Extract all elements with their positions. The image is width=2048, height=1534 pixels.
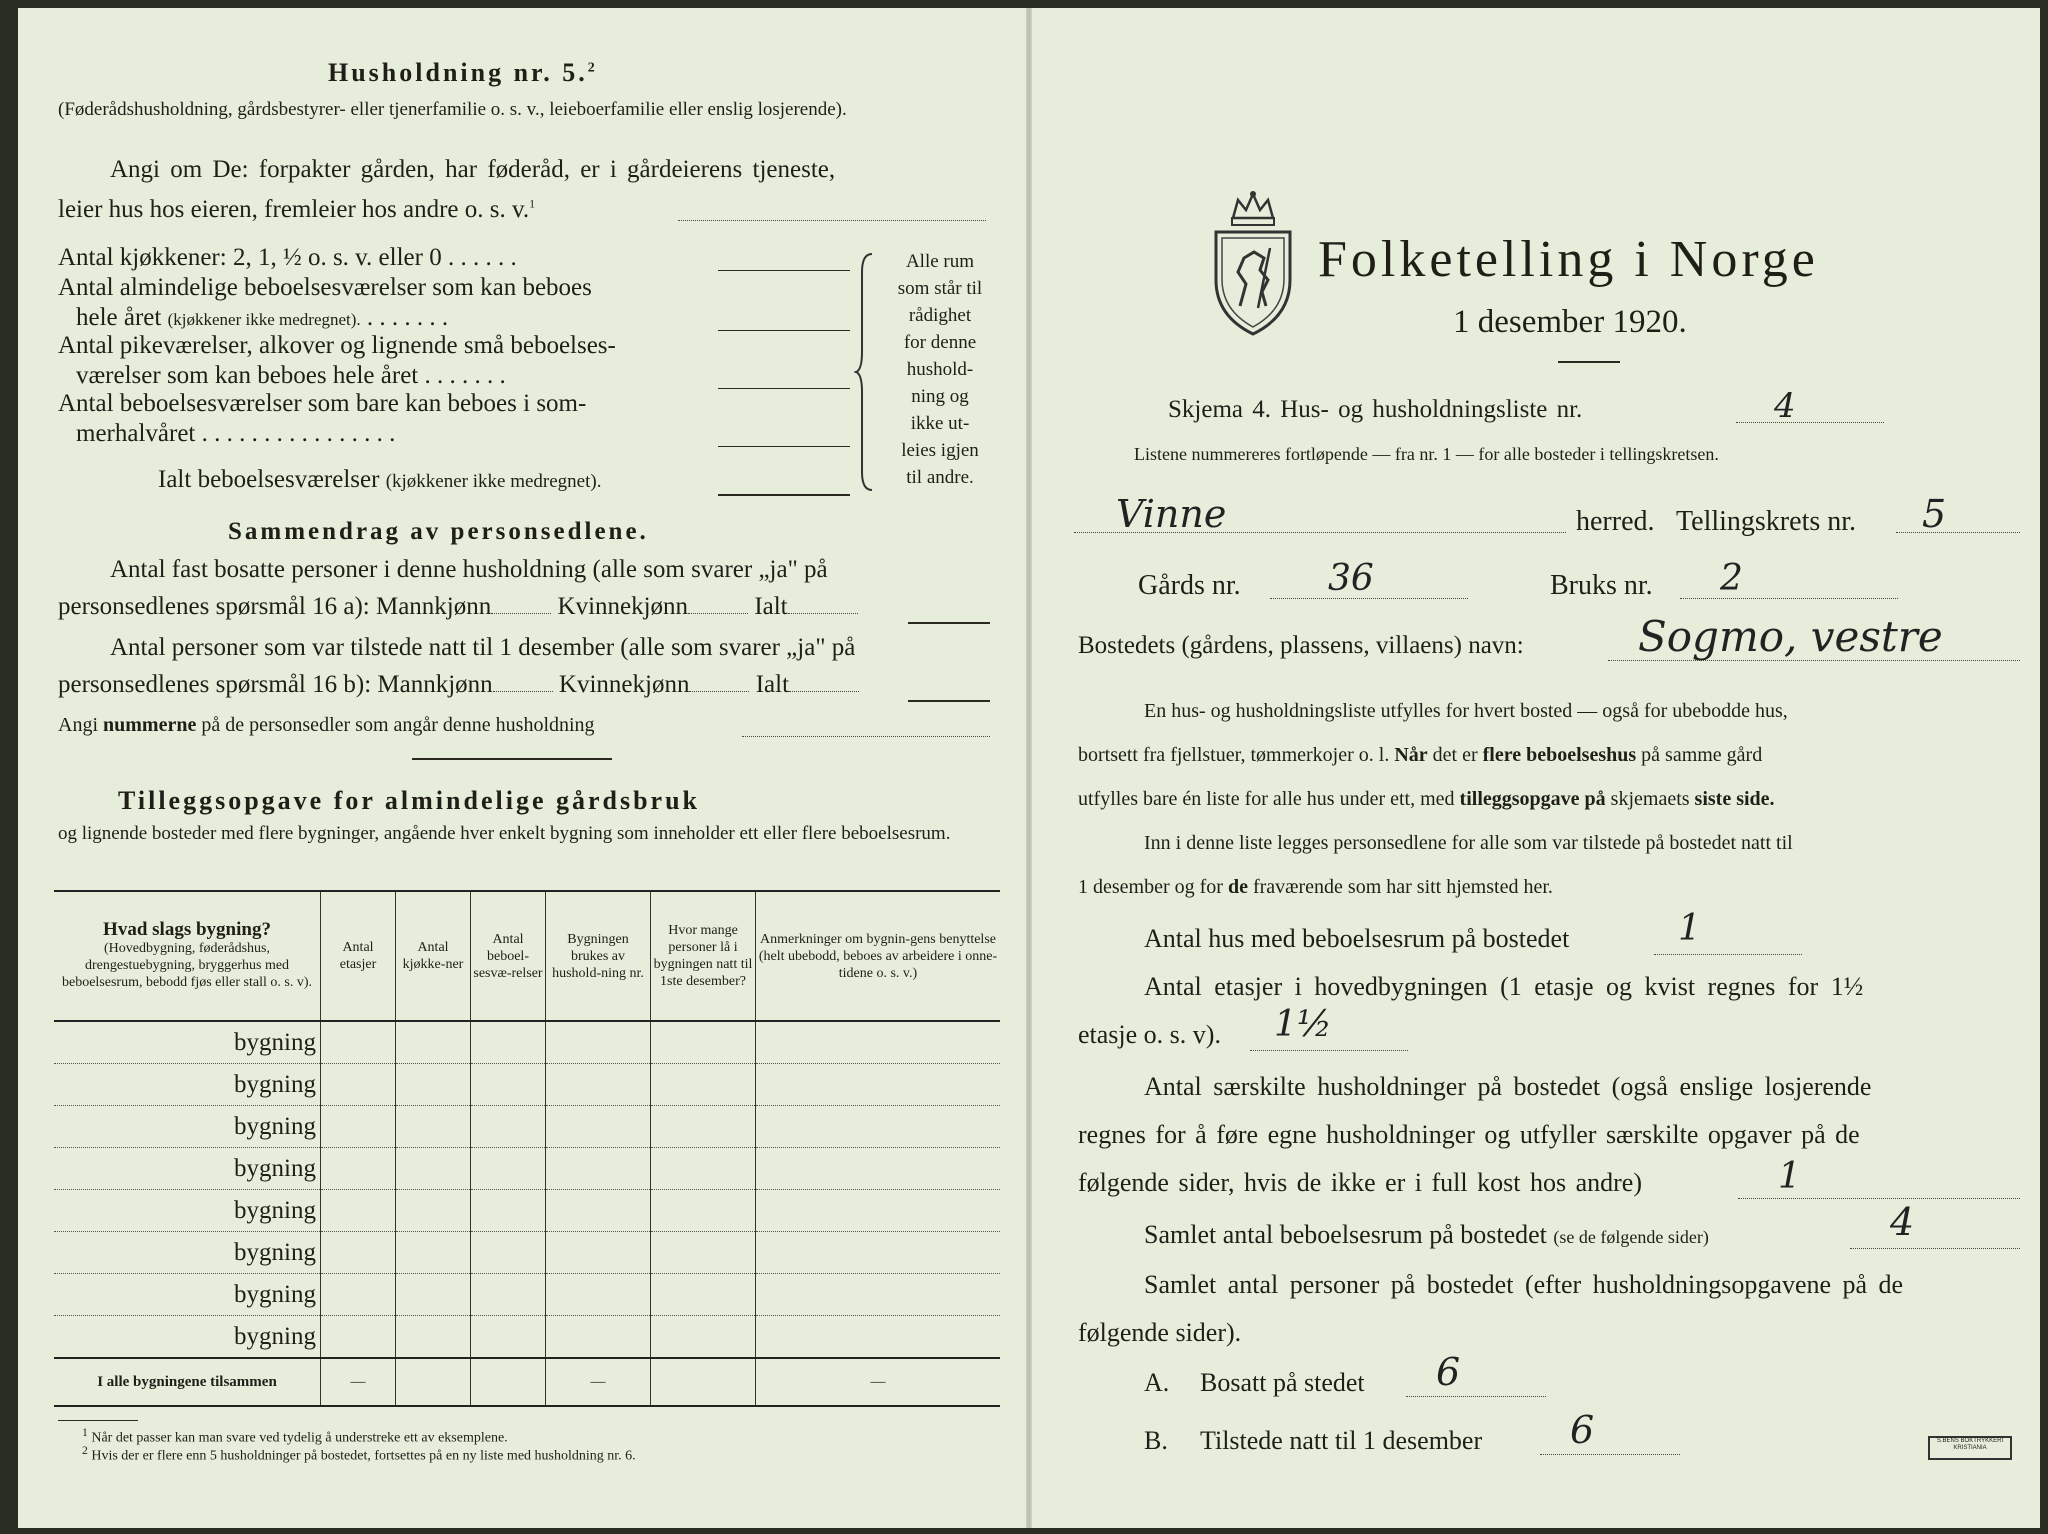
b-answer-line[interactable] [1540,1454,1680,1455]
angi-line-2: leier hus hos eieren, fremleier hos andre o. s. v.$^1$ [58,196,536,223]
kjokkener-label: Antal kjøkkener: 2, 1, ½ o. s. v. eller 0 . . . . . . [58,244,517,271]
bruks-label: Bruks nr. [1550,570,1653,601]
brace-icon [854,252,878,492]
footnote-1: $^1$ Når det passer kan man svare ved tydelig å understreke ett av eksemplene. [82,1426,508,1446]
krets-value[interactable]: 5 [1922,492,1947,536]
alm-label-1: Antal almindelige beboelsesværelser som kan beboes [58,274,592,301]
etasjer-label-2: etasje o. s. v). [1078,1020,1221,1049]
sommer-answer-line[interactable] [718,446,850,447]
bruks-value[interactable]: 2 [1720,558,1743,599]
skjema-value[interactable]: 4 [1774,386,1796,426]
table-sum-row [54,1358,1000,1406]
sum-label: I alle bygningene tilsammen [54,1358,321,1406]
sommer-label-1: Antal beboelsesværelser som bare kan beboes i som- [58,390,587,417]
ialt-rooms-answer-line[interactable] [718,494,850,496]
row-label: bygning [54,1316,321,1359]
listene-note: Listene nummereres fortløpende — fra nr. 1 — for alle bosteder i tellingskretsen. [1134,444,1719,464]
table-row[interactable] [54,1106,1000,1148]
bosted-label: Bostedets (gårdens, plassens, villaens) navn: [1078,632,1524,659]
saer-value[interactable]: 1 [1778,1156,1801,1197]
samlet-rum-answer-line[interactable] [1850,1248,2020,1249]
section-divider [412,758,612,760]
skjema-answer-line[interactable] [1736,422,1884,423]
herred-value[interactable]: Vinne [1116,492,1227,536]
table-row[interactable] [54,1232,1000,1274]
krets-label: Tellingskrets nr. [1676,506,1857,537]
para2-line2: 1 desember og for de fraværende som har sitt hjemsted her. [1078,876,1553,898]
fast-line-1: Antal fast bosatte personer i denne husholdning (alle som svarer „ja" på [110,556,828,583]
right-page [1038,8,2040,1528]
col-beboelsesvaerelser: Antal beboel-sesvæ-relser [471,891,546,1021]
table-row[interactable] [54,1148,1000,1190]
table-row[interactable] [54,1274,1000,1316]
angi-line-1: Angi om De: forpakter gården, har føderåd, er i gårdeierens tjeneste, [110,156,836,183]
printer-stamp: S.BENS BOKTRYKKERI KRISTIANIA [1928,1436,2012,1460]
tillegg-heading: Tilleggsopgave for almindelige gårdsbruk [118,786,701,815]
etasjer-value[interactable]: 1½ [1274,1004,1332,1045]
row-label: bygning [54,1148,321,1190]
a-answer-line[interactable] [1406,1396,1546,1397]
col-brukes-av: Bygningen brukes av hushold-ning nr. [546,891,651,1021]
census-title: Folketelling i Norge [1318,231,1819,288]
footnote-rule [58,1420,138,1421]
sum-dash: — [321,1358,396,1406]
title-divider [1558,361,1620,363]
ialt-rooms-label: Ialt beboelsesværelser (kjøkkener ikke medregnet). [158,466,602,493]
etasjer-label: Antal etasjer i hovedbygningen (1 etasje og kvist regnes for 1½ [1144,972,1864,1001]
hus-value[interactable]: 1 [1678,908,1701,949]
herred-label: herred. [1576,506,1655,537]
b-text: Tilstede natt til 1 desember [1200,1426,1483,1455]
census-form-sheet [18,8,2040,1528]
saer-line2: regnes for å føre egne husholdninger og utfyller særskilte opgaver på de [1078,1120,1860,1149]
table-row[interactable] [54,1316,1000,1359]
saer-line3: følgende sider, hvis de ikke er i full kost hos andre) [1078,1168,1642,1197]
row-label: bygning [54,1064,321,1106]
left-page [18,8,1018,1528]
tillegg-sub: og lignende bosteder med flere bygninger, angående hver enkelt bygning som inneholder ett eller flere beboelsesrum. [58,823,951,844]
table-row[interactable] [54,1064,1000,1106]
saer-answer-line[interactable] [1738,1198,2020,1199]
table-row[interactable] [54,1190,1000,1232]
col-personer: Hvor mange personer lå i bygningen natt til 1ste desember? [651,891,756,1021]
census-date: 1 desember 1920. [1453,304,1687,340]
skjema-label: Skjema 4. Hus- og husholdningsliste nr. [1168,396,1583,423]
nummerne-answer-line[interactable] [742,736,990,737]
samlet-pers-line1: Samlet antal personer på bostedet (efter husholdningsopgavene på de [1144,1270,1904,1299]
hus-label: Antal hus med beboelsesrum på bostedet [1144,924,1570,953]
pike-label-2: værelser som kan beboes hele året . . . . . . . [76,362,506,389]
a-label: A. [1144,1368,1170,1397]
row-label: bygning [54,1274,321,1316]
fast-line-2: personsedlenes spørsmål 16 a): Mannkjønn Kvinnekjønn Ialt [58,593,858,621]
sommer-label-2: merhalvåret . . . . . . . . . . . . . . . . [76,420,396,447]
page-fold [1026,8,1032,1528]
samlet-rum-value[interactable]: 4 [1890,1200,1915,1244]
row-label: bygning [54,1190,321,1232]
angi-answer-line[interactable] [678,220,986,221]
saer-line1: Antal særskilte husholdninger på bostedet (også enslige losjerende [1144,1072,1872,1101]
til-line-2: personsedlenes spørsmål 16 b): Mannkjønn Kvinnekjønn Ialt [58,671,859,699]
para1-line1: En hus- og husholdningsliste utfylles for hvert bosted — også for ubebodde hus, [1144,700,1788,722]
fast-ialt-underline [908,622,990,624]
b-value[interactable]: 6 [1570,1408,1595,1452]
gards-label: Gårds nr. [1138,570,1241,601]
til-ialt-underline [908,700,990,702]
para1-line2: bortsett fra fjellstuer, tømmerkojer o. l. Når det er flere beboelseshus på samme gård [1078,744,1763,766]
col-etasjer: Antal etasjer [321,891,396,1021]
sum-dash: — [756,1358,1001,1406]
gards-value[interactable]: 36 [1328,558,1374,599]
row-label: bygning [54,1021,321,1064]
etasjer-answer-line[interactable] [1250,1050,1408,1051]
household-intro: (Føderådshusholdning, gårdsbestyrer- eller tjenerfamilie o. s. v., leieboerfamilie eller enslig losjerende). [58,99,847,120]
a-text: Bosatt på stedet [1200,1368,1365,1397]
a-value[interactable]: 6 [1436,1350,1461,1394]
table-row[interactable] [54,1021,1000,1064]
b-label: B. [1144,1426,1168,1455]
footnote-2: $^2$ Hvis der er flere enn 5 husholdninger på bostedet, fortsettes på en ny liste med husholdning nr. 6. [82,1444,636,1464]
para2-line1: Inn i denne liste legges personsedlene for alle som var tilstede på bostedet natt til [1144,832,1793,854]
building-table [54,890,1000,1407]
samlet-rum-label: Samlet antal beboelsesrum på bostedet (se de følgende sider) [1144,1220,1709,1249]
household-title: Husholdning nr. 5.$^2$ [328,58,598,87]
sum-dash: — [546,1358,651,1406]
para1-line3: utfylles bare én liste for alle hus under ett, med tilleggsopgave på skjemaets siste side. [1078,788,1775,810]
hus-answer-line[interactable] [1654,954,1802,955]
pike-answer-line[interactable] [718,388,850,389]
samlet-pers-line2: følgende sider). [1078,1318,1242,1347]
krets-answer-line[interactable] [1896,532,2020,533]
alm-answer-line[interactable] [718,330,850,331]
coat-of-arms-icon [1208,188,1298,338]
bruks-answer-line[interactable] [1680,598,1898,599]
pike-label-1: Antal pikeværelser, alkover og lignende små beboelses- [58,332,616,359]
alm-label-2: hele året (kjøkkener ikke medregnet). . . . . . . . [76,304,449,331]
kjokkener-answer-line[interactable] [718,270,850,271]
row-label: bygning [54,1106,321,1148]
bosted-value[interactable]: Sogmo, vestre [1638,612,1943,661]
col-hvad: Hvad slags bygning? (Hovedbygning, føderådshus, drengestuebygning, bryggerhus med beboelsesrum, bebodd fjøs eller stall o. s. v). [54,891,321,1021]
sammendrag-heading: Sammendrag av personsedlene. [228,518,649,545]
col-kjokkener: Antal kjøkke-ner [396,891,471,1021]
angi-nummerne: Angi nummerne på de personsedler som angår denne husholdning [58,714,595,736]
brace-note: Alle rum som står til rådighet for denne hushold- ning og ikke ut- leies igjen til andre. [897,251,983,488]
til-line-1: Antal personer som var tilstede natt til 1 desember (alle som svarer „ja" på [110,634,856,661]
row-label: bygning [54,1232,321,1274]
col-anmerkninger: Anmerkninger om bygnin-gens benyttelse (helt ubebodd, beboes av arbeidere i onne-tidene o. s. v.) [756,891,1001,1021]
building-table-header [54,891,1000,1021]
